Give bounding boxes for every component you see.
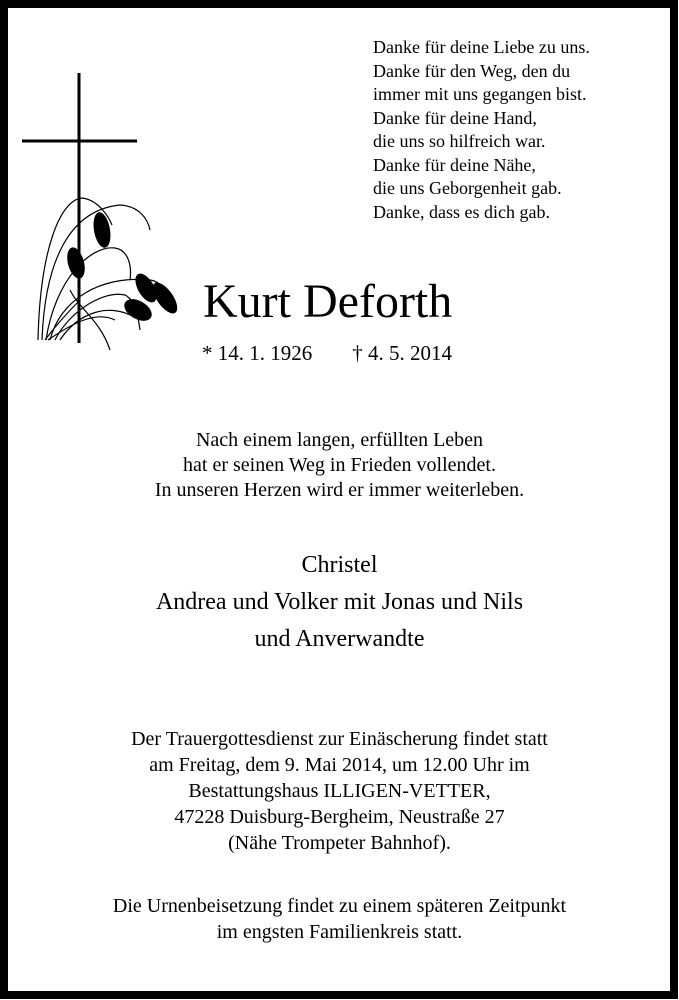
mourner-line: Christel <box>301 552 378 578</box>
poem-line: Danke für deine Hand, <box>373 107 537 128</box>
message-line: In unseren Herzen wird er immer weiterleben. <box>154 479 525 501</box>
service-line: 47228 Duisburg-Bergheim, Neustraße 27 <box>174 806 505 828</box>
poem-line: die uns Geborgenheit gab. <box>373 178 562 198</box>
poem-line: Danke für deine Nähe, <box>373 154 536 175</box>
service-line: Bestattungshaus ILLIGEN-VETTER, <box>188 780 491 802</box>
service-line: am Freitag, dem 9. Mai 2014, um 12.00 Uhr im <box>149 754 530 776</box>
poem-line: Danke, dass es dich gab. <box>373 201 550 222</box>
mourner-line: und Anverwandte <box>254 626 425 652</box>
death-date: † 4. 5. 2014 <box>352 341 452 365</box>
poem <box>373 36 590 224</box>
service-line: (Nähe Trompeter Bahnhof). <box>228 832 451 854</box>
service-line: Der Trauergottesdienst zur Einäscherung findet statt <box>131 728 548 750</box>
burial-line: Die Urnenbeisetzung findet zu einem späteren Zeitpunkt <box>112 895 567 917</box>
birth-date: * 14. 1. 1926 <box>202 341 313 365</box>
memorial-message <box>0 428 679 503</box>
message-line: Nach einem langen, erfüllten Leben <box>195 429 484 451</box>
message-line: hat er seinen Weg in Frieden vollendet. <box>183 454 496 476</box>
poem-line: die uns so hilfreich war. <box>373 131 546 151</box>
poem-line: immer mit uns gegangen bist. <box>373 84 587 104</box>
burial-note <box>0 893 679 945</box>
poem-line: Danke für deine Liebe zu uns. <box>373 37 590 57</box>
cross-with-grain-icon <box>0 50 200 370</box>
life-dates <box>202 340 452 366</box>
mourners <box>0 547 679 658</box>
mourner-line: Andrea und Volker mit Jonas und Nils <box>155 589 524 615</box>
poem-line: Danke für den Weg, den du <box>373 60 571 81</box>
service-details <box>0 726 679 856</box>
burial-line: im engsten Familienkreis statt. <box>216 921 463 943</box>
deceased-name: Kurt Deforth <box>203 275 453 328</box>
